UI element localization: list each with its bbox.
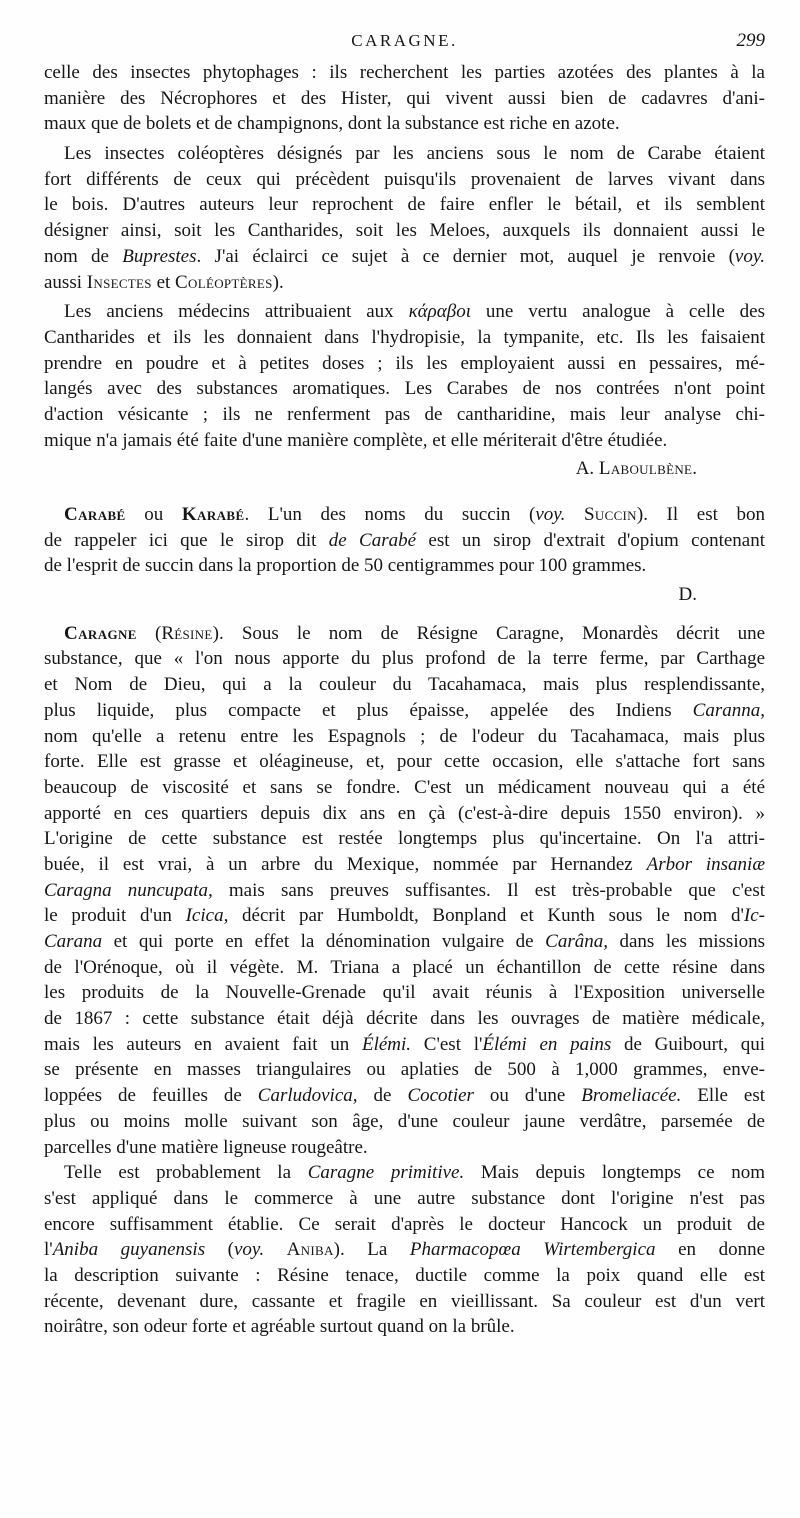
text-run: noirâtre, son odeur forte et agréable surtout quand on la brûle. (44, 1316, 515, 1338)
text-run: ou d'une (473, 1085, 582, 1107)
text-run: L'origine de cette substance est restée longtemps plus qu'incertaine. On l'a attri- (44, 828, 765, 850)
text-line (44, 801, 765, 827)
text-run: fort différents de ceux qui précèdent puisqu'ils provenaient de larves vivant dans (44, 168, 765, 190)
text-run: désigner ainsi, soit les Cantharides, soit les Meloes, auxquels ils donnaient aussi le (44, 220, 765, 242)
running-head: CARAGNE. (351, 31, 458, 50)
text-run (565, 504, 584, 525)
text-line (44, 826, 765, 852)
text-line (44, 528, 765, 554)
text-line (44, 852, 765, 878)
text-run: manière des Nécrophores et des Hister, qui vivent aussi bien de cadavres d'ani- (44, 87, 765, 109)
italic-text: Pharmacopœa Wirtembergica (409, 1239, 656, 1261)
text-line (44, 698, 765, 724)
italic-text: Buprestes (122, 245, 197, 267)
text-run: ). La (333, 1239, 410, 1261)
text-run: ( (136, 622, 162, 644)
text-run: . J'ai éclairci ce sujet à ce dernier mot, auquel je renvoie ( (196, 245, 735, 267)
text-line (44, 980, 765, 1006)
text-line (44, 60, 765, 86)
text-run: celle des insectes phytophages : ils recherchent les parties azotées des plantes à la (44, 62, 765, 83)
page-number: 299 (736, 30, 765, 51)
small-caps-text: Résine (161, 622, 213, 644)
text-run: et Nom de Dieu, qui a la couleur du Tacahamaca, mais plus resplendissante, (44, 674, 765, 696)
text-run: Les insectes coléoptères désignés par les anciens sous le nom de Carabe étaient (64, 143, 765, 165)
text-line (44, 325, 765, 351)
paragraph (44, 299, 765, 453)
text-line (44, 1135, 765, 1161)
text-run: encore suffisamment établie. Ce serait d'après le docteur Hancock un produit de (44, 1213, 765, 1235)
text-run: l' (44, 1239, 53, 1261)
italic-text: de Carabé (328, 529, 417, 551)
small-caps-text: Laboulbène (598, 458, 693, 480)
text-run: de Guibourt, qui (611, 1033, 765, 1055)
italic-text: Aniba guyanensis (52, 1239, 206, 1261)
text-run: Les anciens médecins attribuaient aux (64, 301, 409, 323)
italic-text: Carâna, (545, 931, 608, 952)
italic-text: Bromeliacée. (581, 1085, 682, 1107)
text-line (44, 244, 765, 270)
text-run: ). Sous le nom de Résigne Caragne, Monardès décrit une (212, 622, 766, 644)
text-run: substance, que « l'on nous apporte du plus profond de la terre ferme, par Carthage (44, 648, 765, 670)
text-run: C'est l' (411, 1033, 483, 1055)
text-run: de rappeler ici que le sirop dit (44, 529, 329, 551)
text-run: décrit par Humboldt, Bonpland et Kunth sous le nom d' (228, 905, 744, 927)
text-run: les produits de la Nouvelle-Grenade qu'il avait réunis à l'Exposition universelle (44, 982, 765, 1004)
text-run: prendre en poudre et à petites doses ; ils les employaient aussi en pessaires, mé- (44, 352, 765, 374)
small-caps-text: Insectes (86, 271, 152, 293)
text-run: est un sirop d'extrait d'opium contenant (416, 529, 765, 551)
italic-text: Carana (44, 931, 103, 952)
text-run: ( (205, 1239, 234, 1261)
dictionary-entry (44, 502, 765, 608)
text-line (44, 1160, 765, 1186)
text-line (44, 299, 765, 325)
text-run: Elle est (681, 1085, 766, 1107)
text-run: mais sans preuves suffisantes. Il est très-probable que c'est (212, 879, 766, 901)
text-run: A. (575, 458, 599, 480)
text-line (44, 141, 765, 167)
text-line (44, 270, 765, 296)
text-line (44, 167, 765, 193)
text-run: se présente en masses triangulaires ou aplaties de 500 à 1,000 grammes, enve- (44, 1059, 765, 1081)
small-caps-text: Aniba (286, 1239, 334, 1261)
text-run: . L'un des noms du succin ( (244, 504, 536, 525)
entry-headword: Caragne (64, 622, 137, 644)
italic-text: Élémi. (361, 1033, 412, 1055)
text-run: loppées de feuilles de (44, 1085, 258, 1107)
text-run: la description suivante : Résine tenace, ductile comme la poix quand elle est (44, 1264, 765, 1286)
text-line (44, 1109, 765, 1135)
paragraph (44, 1160, 765, 1340)
text-run: Cantharides et ils les donnaient dans l'hydropisie, la tympanite, etc. Ils les faisaient (44, 326, 765, 348)
text-run: de (357, 1085, 408, 1107)
text-run: nom qu'elle a retenu entre les Espagnols ; de l'odeur du Tacahamaca, mais plus (44, 725, 765, 747)
text-run: dans les missions (607, 931, 765, 952)
text-line (44, 553, 765, 579)
italic-text: Cocotier (407, 1085, 474, 1107)
text-line (44, 1289, 765, 1315)
text-run: et qui porte en effet la dénomination vulgaire de (102, 931, 546, 952)
text-run: langés avec des substances aromatiques. Les Carabes de nos contrées n'ont point (44, 378, 765, 400)
text-line (44, 724, 765, 750)
text-run (264, 1239, 287, 1260)
text-run: plus liquide, plus compacte et plus épaisse, appelée des Indiens (44, 699, 693, 721)
italic-text: Ic- (743, 905, 765, 927)
text-line (44, 428, 765, 454)
text-line (44, 672, 765, 698)
text-run: . (692, 458, 697, 480)
text-run: ). (272, 271, 284, 293)
text-run: parcelles d'une matière ligneuse rougeâtre. (44, 1136, 368, 1158)
text-run: en donne (655, 1239, 766, 1261)
small-caps-text: Succin (584, 504, 637, 525)
text-line (44, 1212, 765, 1238)
italic-text: Icica, (185, 905, 229, 927)
text-line (44, 955, 765, 981)
text-line (44, 1006, 765, 1032)
text-run: ou (125, 504, 182, 525)
text-line (44, 929, 765, 955)
text-line (44, 402, 765, 428)
text-run: maux que de bolets et de champignons, dont la substance est riche en azote. (44, 113, 620, 135)
text-run: de l'esprit de succin dans la proportion de 50 centigrammes pour 100 grammes. (44, 555, 647, 577)
text-line (44, 376, 765, 402)
text-run: D. (678, 584, 697, 606)
author-signature (44, 582, 765, 608)
text-run: le bois. D'autres auteurs leur reprochent de faire enfler le bétail, et ils semblent (44, 194, 765, 216)
text-run: récente, devenant dure, cassante et fragile en vieillissant. Sa couleur est d'un vert (44, 1290, 765, 1312)
text-run: apporté en ces quartiers depuis dix ans en çà (c'est-à-dire depuis 1550 environ). » (44, 802, 765, 824)
text-line (44, 878, 765, 904)
italic-text: Caranna, (692, 699, 765, 721)
text-run: forte. Elle est grasse et oléagineuse, et, pour cette occasion, elle s'attache fort sans (44, 751, 765, 773)
text-run: s'est appliqué dans le commerce à une autre substance dont l'origine n'est pas (44, 1187, 765, 1209)
text-line (44, 86, 765, 112)
paragraph (44, 502, 765, 579)
entry-headword: Carabé (64, 504, 126, 525)
small-caps-text: Coléoptères (175, 271, 273, 293)
text-run: beaucoup de viscosité et sans se fondre. C'est un médicament nouveau qui a été (44, 776, 765, 798)
text-line (44, 775, 765, 801)
text-line (44, 111, 765, 137)
text-run: nom de (44, 245, 123, 267)
paragraph (44, 60, 765, 137)
text-line (44, 903, 765, 929)
italic-text: Caragna nuncupata, (44, 879, 213, 901)
italic-text: Arbor insaniæ (646, 853, 765, 875)
italic-text: Élémi en pains (482, 1033, 612, 1055)
text-run: Mais depuis longtemps ce nom (464, 1162, 766, 1184)
dictionary-entry (44, 621, 765, 1340)
text-run: buée, il est vrai, à un arbre du Mexique, nommée par Hernandez (44, 853, 647, 875)
text-run: de l'Orénoque, où il végète. M. Triana a placé un échantillon de cette résine dans (44, 956, 765, 978)
italic-text: voy. (234, 1239, 265, 1261)
text-line (44, 192, 765, 218)
text-run: Telle est probablement la (64, 1162, 308, 1184)
text-line (44, 1263, 765, 1289)
text-run: de 1867 : cette substance était déjà décrite dans les ouvrages de matière médicale, (44, 1008, 765, 1030)
text-run: ). Il est bon (636, 504, 765, 525)
text-run: mique n'a jamais été faite d'une manière complète, et elle mériterait d'être étudiée. (44, 429, 668, 451)
text-line (44, 502, 765, 528)
italic-text: κάραβοι (408, 301, 471, 323)
text-line (44, 621, 765, 647)
text-line (44, 351, 765, 377)
entry-headword: Karabé (181, 504, 245, 525)
author-signature (44, 456, 765, 482)
text-run: le produit d'un (44, 905, 186, 927)
text-run: et (151, 271, 176, 293)
text-run: plus ou moins molle suivant son âge, d'une couleur jaune verdâtre, parsemée de (44, 1110, 765, 1132)
italic-text: voy. (535, 504, 566, 525)
italic-text: Caragne primitive. (307, 1162, 465, 1184)
article-continued (44, 60, 765, 482)
text-column (44, 60, 765, 1340)
text-line (44, 218, 765, 244)
text-line (44, 1186, 765, 1212)
paragraph (44, 141, 765, 295)
text-line (44, 1083, 765, 1109)
paragraph (44, 621, 765, 1160)
italic-text: Carludovica, (257, 1085, 358, 1107)
text-run: aussi (44, 271, 87, 293)
text-line (44, 1237, 765, 1263)
text-line (44, 1314, 765, 1340)
text-line (44, 749, 765, 775)
text-run: une vertu analogue à celle des (471, 301, 765, 323)
italic-text: voy. (734, 245, 765, 267)
text-line (44, 646, 765, 672)
text-line (44, 1057, 765, 1083)
text-line (44, 1032, 765, 1058)
text-run: d'action vésicante ; ils ne renferment pas de cantharidine, mais leur analyse chi- (44, 403, 765, 425)
text-run: mais les auteurs en avaient fait un (44, 1033, 362, 1055)
